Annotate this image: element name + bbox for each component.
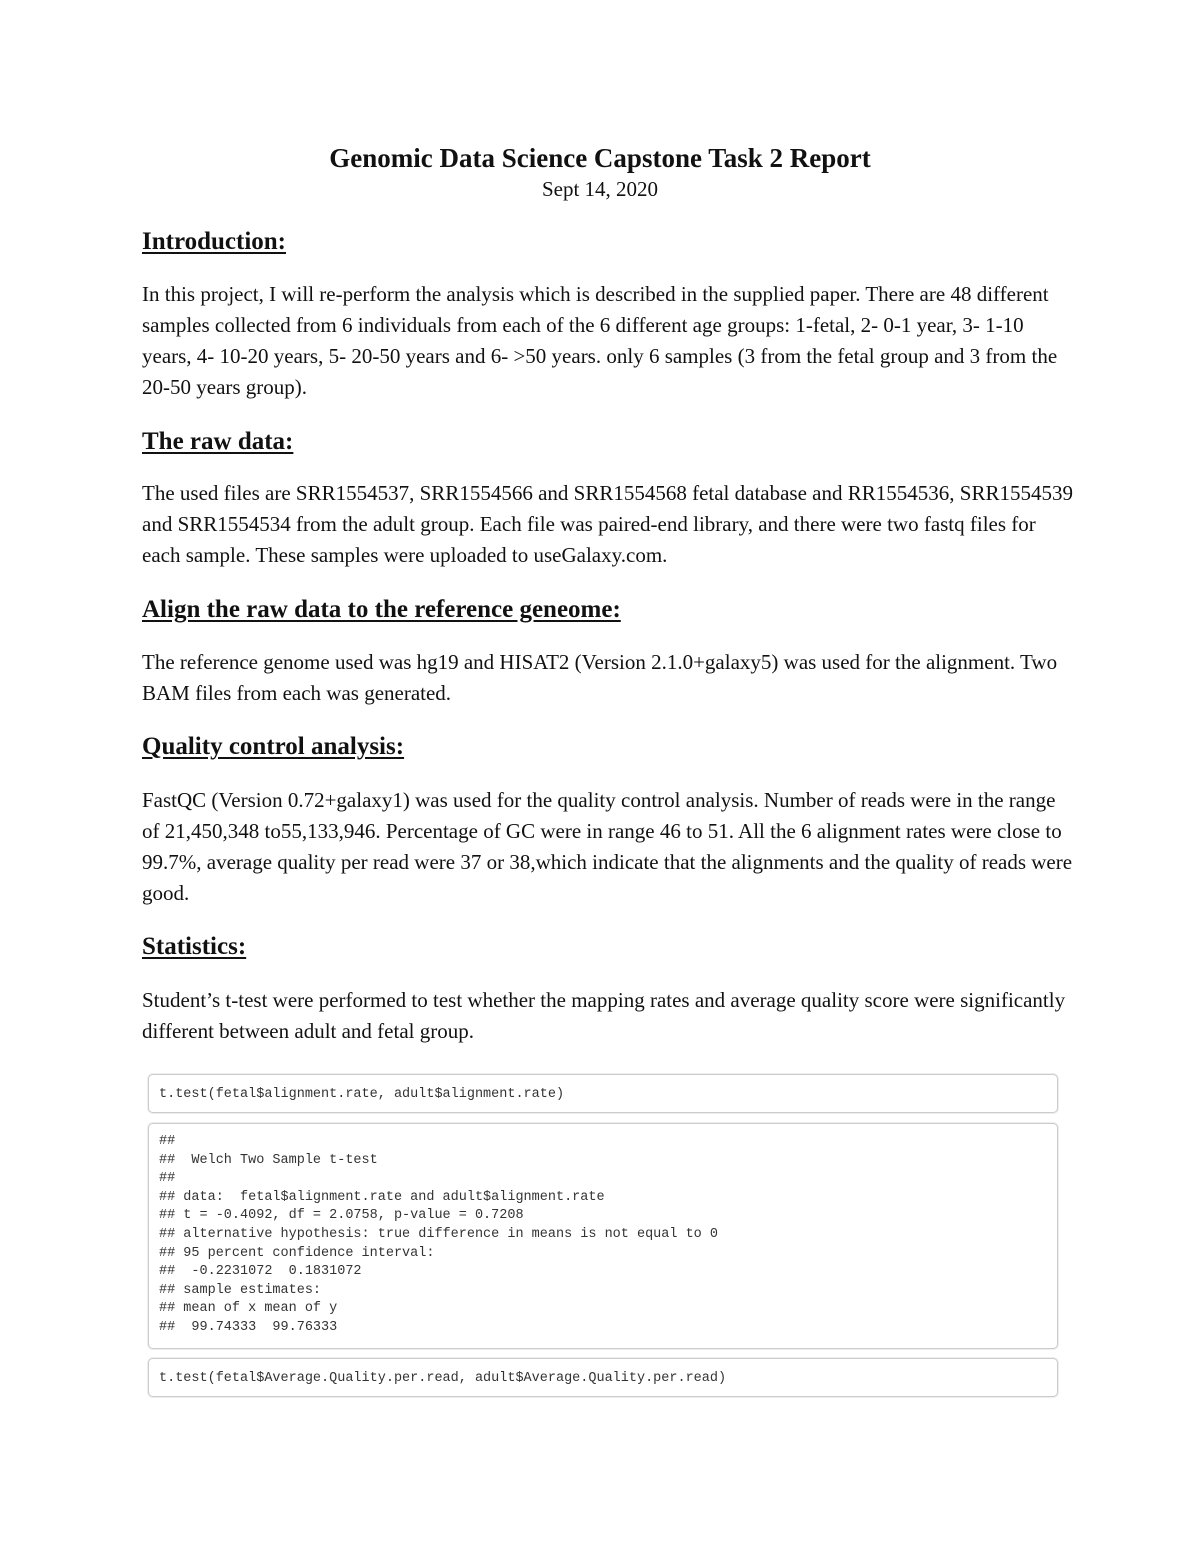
code-block-output-1 [148,1123,1058,1349]
heading-statistics: Statistics: [142,933,247,960]
code-block-command-2: t.test(fetal$Average.Quality.per.read, adult$Average.Quality.per.read) [148,1358,1058,1397]
code-output-line: ## sample estimates: [159,1282,322,1298]
paragraph-introduction: In this project, I will re-perform the analysis which is described in the supplied paper. There are 48 different samples collected from 6 individuals from each of the 6 different age groups: 1-fetal, 2- 0-1 year, 3- 1-10 years, 4- 10-20 years, 5- 20-50 years and 6- >50 years. only 6 samples (3 from the fetal group and 3 from the 20-50 years group). [142,282,1058,399]
code-output-line: ## 95 percent confidence interval: [159,1245,435,1261]
paragraph-statistics: Student’s t-test were performed to test whether the mapping rates and average quality score were significantly different between adult and fetal group. [142,988,1066,1043]
code-block-command-1: t.test(fetal$alignment.rate, adult$alignment.rate) [148,1074,1058,1113]
code-output-line: ## alternative hypothesis: true difference in means is not equal to 0 [159,1226,718,1242]
heading-raw-data: The raw data: [142,428,294,455]
code-output-line: ## Welch Two Sample t-test [159,1152,378,1168]
code-output-line: ## t = -0.4092, df = 2.0758, p-value = 0.7208 [159,1208,524,1224]
heading-align: Align the raw data to the reference geneome: [142,596,621,623]
code-output-line: ## -0.2231072 0.1831072 [159,1264,362,1280]
code-output-line: ## [159,1171,176,1187]
paragraph-raw-data: The used files are SRR1554537, SRR1554566 and SRR1554568 fetal database and RR1554536, SRR1554539 and SRR1554534 from the adult group. Each file was paired-end library, and there were two fastq files for each sample. These samples were uploaded to useGalaxy.com. [142,481,1073,567]
document-date: Sept 14, 2020 [541,177,659,201]
paragraph-quality-control: FastQC (Version 0.72+galaxy1) was used for the quality control analysis. Number of reads were in the range of 21,450,348 to55,133,946. Percentage of GC were in range 46 to 51. All the 6 alignment rates were close to 99.7%, average quality per read were 37 or 38,which indicate that the alignments and the quality of reads were good. [142,788,1073,905]
heading-introduction: Introduction: [142,228,287,255]
code-output-line: ## data: fetal$alignment.rate and adult$alignment.rate [159,1189,605,1205]
document-title: Genomic Data Science Capstone Task 2 Report [329,143,871,173]
paragraph-align: The reference genome used was hg19 and HISAT2 (Version 2.1.0+galaxy5) was used for the alignment. Two BAM files from each was generated. [142,650,1058,705]
code-output-line: ## 99.74333 99.76333 [159,1319,338,1335]
code-output-line: ## [159,1134,176,1149]
code-output-line: ## mean of x mean of y [159,1301,338,1317]
heading-quality-control: Quality control analysis: [142,733,405,760]
